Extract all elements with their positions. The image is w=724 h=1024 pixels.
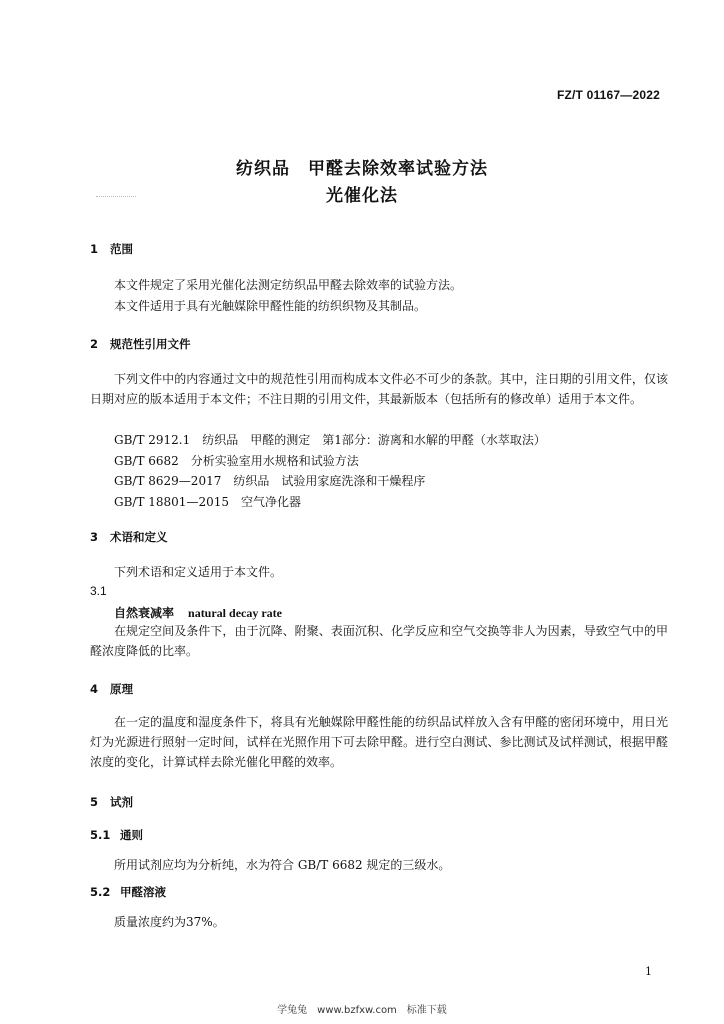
ref-item: GB/T 6682 分析实验室用水规格和试验方法 [114, 454, 359, 468]
page-number: 1 [645, 965, 652, 978]
principle-paragraph: 在一定的温度和湿度条件下，将具有光触媒除甲醛性能的纺织品试样放入含有甲醛的密闭环境中，用日光灯为光源进行照射一定时间，试样在光照作用下可去除甲醛。进行空白测试、参比测试及试样测试，根据甲醛浓度的变化，计算试样去除光催化甲醛的效率。 [90, 715, 668, 769]
section-3-heading [90, 529, 168, 545]
section-4-heading [90, 681, 133, 697]
section-number: 2 [90, 337, 99, 351]
ref-item: GB/T 8629—2017 纺织品 试验用家庭洗涤和干燥程序 [114, 474, 426, 488]
section-2-heading [90, 336, 191, 352]
subsection-5-1-heading [90, 827, 143, 843]
document-subtitle: 光催化法 [326, 186, 398, 206]
refs-intro-paragraph: 下列文件中的内容通过文中的规范性引用而构成本文件必不可少的条款。其中，注日期的引用文件，仅该日期对应的版本适用于本文件；不注日期的引用文件，其最新版本（包括所有的修改单）适用于本文件。 [90, 372, 668, 406]
formaldehyde-solution-text: 质量浓度约为37%。 [114, 915, 225, 929]
subsection-number: 5.2 [90, 885, 111, 899]
section-number: 5 [90, 795, 99, 809]
section-title: 规范性引用文件 [110, 337, 191, 351]
section-title: 原理 [110, 682, 133, 696]
section-number: 3 [90, 530, 99, 544]
reagents-general-text: 所用试剂应均为分析纯，水为符合 GB/T 6682 规定的三级水。 [114, 858, 451, 872]
term-name [114, 604, 282, 621]
scope-paragraph-2: 本文件适用于具有光触媒除甲醛性能的纺织织物及其制品。 [114, 299, 427, 313]
subsection-title: 通则 [120, 828, 143, 842]
document-title: 纺织品 甲醛去除效率试验方法 [236, 159, 488, 179]
subsection-5-2-heading [90, 884, 166, 900]
section-number: 1 [90, 242, 99, 256]
section-5-heading [90, 794, 133, 810]
ref-item: GB/T 18801—2015 空气净化器 [114, 495, 301, 509]
section-title: 试剂 [110, 795, 133, 809]
section-title: 术语和定义 [110, 530, 168, 544]
section-1-heading [90, 241, 133, 257]
terms-intro: 下列术语和定义适用于本文件。 [114, 565, 283, 579]
scan-smudge [96, 196, 136, 199]
document-code: FZ/T 01167—2022 [556, 88, 660, 102]
footer-watermark-text: 学兔兔 www.bzfxw.com 标准下载 [277, 1005, 447, 1016]
term-definition: 在规定空间及条件下，由于沉降、附聚、表面沉积、化学反应和空气交换等非人为因素，导致空气中的甲醛浓度降低的比率。 [90, 624, 668, 658]
scope-paragraph-1: 本文件规定了采用光催化法测定纺织品甲醛去除效率的试验方法。 [114, 278, 463, 292]
ref-item: GB/T 2912.1 纺织品 甲醛的测定 第1部分：游离和水解的甲醛（水萃取法） [114, 433, 546, 447]
term-name-en: natural decay rate [188, 606, 282, 620]
section-number: 4 [90, 682, 99, 696]
subsection-title: 甲醛溶液 [120, 885, 166, 899]
term-number: 3.1 [90, 584, 107, 598]
section-title: 范围 [110, 242, 133, 256]
subsection-number: 5.1 [90, 828, 111, 842]
term-name-zh: 自然衰减率 [114, 606, 175, 620]
